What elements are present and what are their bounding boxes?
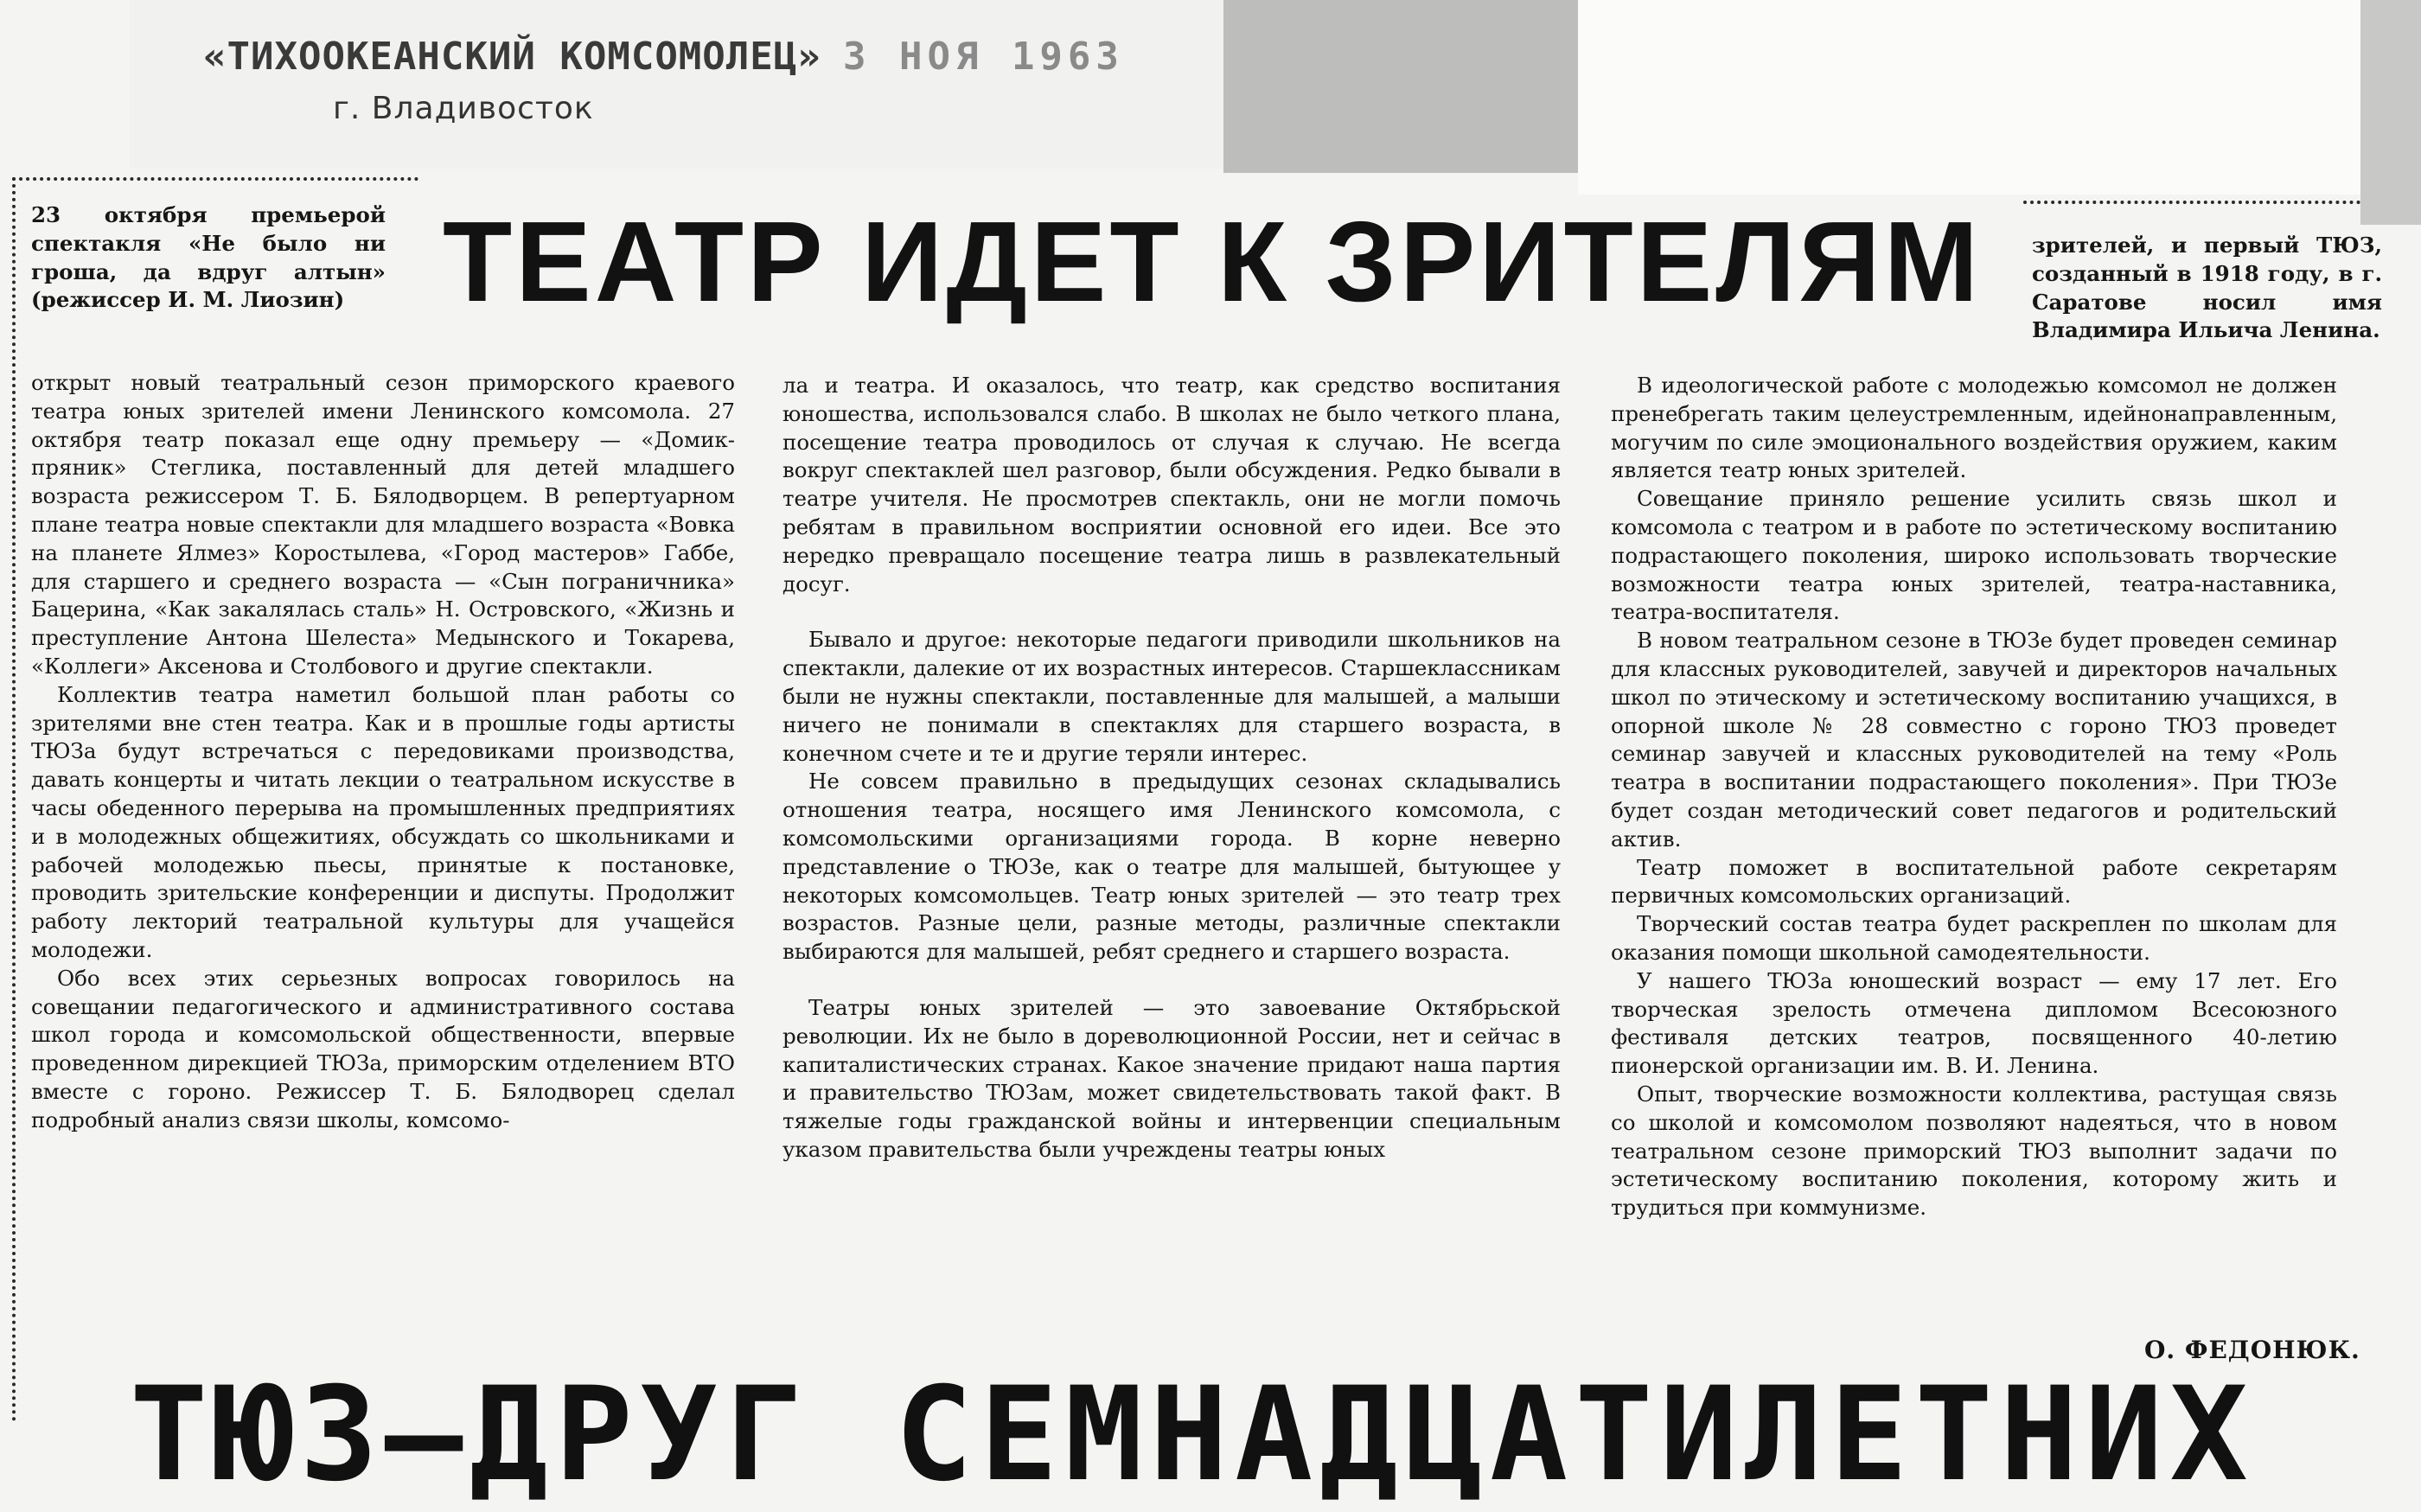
article-column-1 — [31, 369, 735, 1135]
paragraph: В новом театральном сезоне в ТЮЗе будет проведен семинар для классных руководителей, завучей и директоров начальных школ по этическому и эстетическому воспитанию учащихся, в опорной школе № 28 совместно с гороно ТЮЗ проведет семинар завучей и классных руководителей на тему «Роль театра в воспитании подрастающего поколения». При ТЮЗе будет создан методический совет педагогов и родительский актив. — [1611, 628, 2337, 852]
dotted-border-top-left — [12, 177, 418, 181]
paragraph: Творческий состав театра будет раскреплен по школам для оказания помощи школьной самодеятельности. — [1611, 911, 2337, 965]
stamp-newspaper-name: «ТИХООКЕАНСКИЙ КОМСОМОЛЕЦ» — [203, 35, 821, 79]
paragraph: Коллектив театра наметил большой план работы со зрителями вне стен театра. Как и в прошлые годы артисты ТЮЗа будут встречаться с передовиками производства, давать концерты и читать лекции о театральном искусстве в часы обеденного перерыва на промышленных предприятиях и в молодежных общежитиях, обсуждать со школьниками и рабочей молодежью пьесы, принятые к постановке, проводить зрительские конференции и диспуты. Продолжит работу лекторий театральной культуры для учащейся молодежи. — [31, 681, 735, 962]
article-headline: ТЕАТР ИДЕТ К ЗРИТЕЛЯМ — [443, 198, 1983, 325]
article-column-top-right: зрителей, и первый ТЮЗ, созданный в 1918 году, в г. Саратове носил имя Владимира Ильича Ленина. — [2032, 233, 2382, 343]
article-intro: 23 октября премьерой спектакля «Не было ни гроша, да вдруг алтын» (режиссер И. М. Лиозин) — [31, 202, 386, 313]
stamp-city: г. Владивосток — [333, 91, 594, 126]
author-signature: О. ФЕДОНЮК. — [2144, 1336, 2360, 1364]
paragraph: Совещание приняло решение усилить связь школ и комсомола с театром и в работе по эстетическому воспитанию подрастающего поколения, широко использовать творческие возможности театра юных зрителей, театра-наставника, театра-воспитателя. — [1611, 486, 2337, 625]
paragraph: Театр поможет в воспитательной работе секретарям первичных комсомольских организаций. — [1611, 854, 2337, 909]
paragraph: В идеологической работе с молодежью комсомол не должен пренебрегать таким целеустремленным, идейнонаправленным, могучим по силе эмоционального воздействия оружием, каким является театр юных зрителей. — [1611, 373, 2337, 483]
stamp-paper — [130, 0, 1223, 169]
paragraph: Опыт, творческие возможности коллектива, растущая связь со школой и комсомолом позволяют надеяться, что в новом театральном сезоне приморский ТЮЗ выполнит задачи по эстетическому воспитанию поколения, которому жить и трудиться при коммунизме. — [1611, 1081, 2337, 1221]
article-column-2 — [783, 372, 1561, 1164]
paragraph: Бывало и другое: некоторые педагоги приводили школьников на спектакли, далекие от их возрастных интересов. Старшеклассникам были не нужны спектакли, поставленные для малышей, а малыши ничего не понимали в спектаклях для старшего возраста, в конечном счете и те и другие теряли интерес. — [783, 627, 1561, 766]
stamp-date: 3 НОЯ 1963 — [843, 35, 1124, 79]
paragraph: Театры юных зрителей — это завоевание Октябрьской революции. Их не было в дореволюционной России, нет и сейчас в капиталистических странах. Какое значение придают наша партия и правительство ТЮЗам, может свидетельствовать такой факт. В тяжелые годы гражданской войны и интервенции специальным указом правительства были учреждены театры юных — [783, 994, 1561, 1162]
paragraph: открыт новый театральный сезон приморского краевого театра юных зрителей имени Ленинского комсомола. 27 октября театр показал еще одну премьеру — «Домик-пряник» Стеглика, поставленный для детей младшего возраста режиссером Т. Б. Бялодворцем. В репертуарном плане театра новые спектакли для младшего возраста «Вовка на планете Ялмез» Коростылева, «Город мастеров» Габбе, для старшего и среднего возраста — «Сын пограничника» Бацерина, «Как закалялась сталь» Н. Островского, «Жизнь и преступление Антона Шелеста» Медынского и Токарева, «Коллеги» Аксенова и Столбового и другие спектакли. — [31, 370, 735, 679]
paragraph: ла и театра. И оказалось, что театр, как средство воспитания юношества, использовался слабо. В школах не было четкого плана, посещение театра проводилось от случая к случаю. Не всегда вокруг спектаклей шел разговор, были обсуждения. Редко бывали в театре учителя. Не просмотрев спектакль, они не могли помочь ребятам в правильном восприятии основной его идеи. Все это нередко превращало посещение театра лишь в развлекательный досуг. — [783, 373, 1561, 597]
paragraph: У нашего ТЮЗа юношеский возраст — ему 17 лет. Его творческая зрелость отмечена дипломом Всесоюзного фестиваля детских театров, посвященного 40-летию пионерской организации им. В. И. Ленина. — [1611, 967, 2337, 1079]
dotted-border-left — [12, 177, 16, 1422]
bottom-headline: ТЮЗ—ДРУГ СЕМНАДЦАТИЛЕТНИХ — [130, 1360, 2255, 1510]
article-column-3 — [1611, 372, 2337, 1222]
paragraph: Обо всех этих серьезных вопросах говорилось на совещании педагогического и административного состава школ города и комсомольской общественности, впервые проведенном дирекцией ТЮЗа, приморским отделением ВТО вместе с гороно. Режиссер Т. Б. Бялодворец сделал подробный анализ связи школы, комсомо- — [31, 965, 735, 1132]
dotted-border-top-right — [2023, 201, 2360, 204]
paragraph: Не совсем правильно в предыдущих сезонах складывались отношения театра, носящего имя Ленинского комсомола, с комсомольскими организациями города. В корне неверно представление о ТЮЗе, как о театре для малышей, бытующее у некоторых комсомольцев. Театр юных зрителей — это театр трех возрастов. Разные цели, разные методы, различные спектакли выбираются для малышей, ребят среднего и старшего возраста. — [783, 769, 1561, 965]
